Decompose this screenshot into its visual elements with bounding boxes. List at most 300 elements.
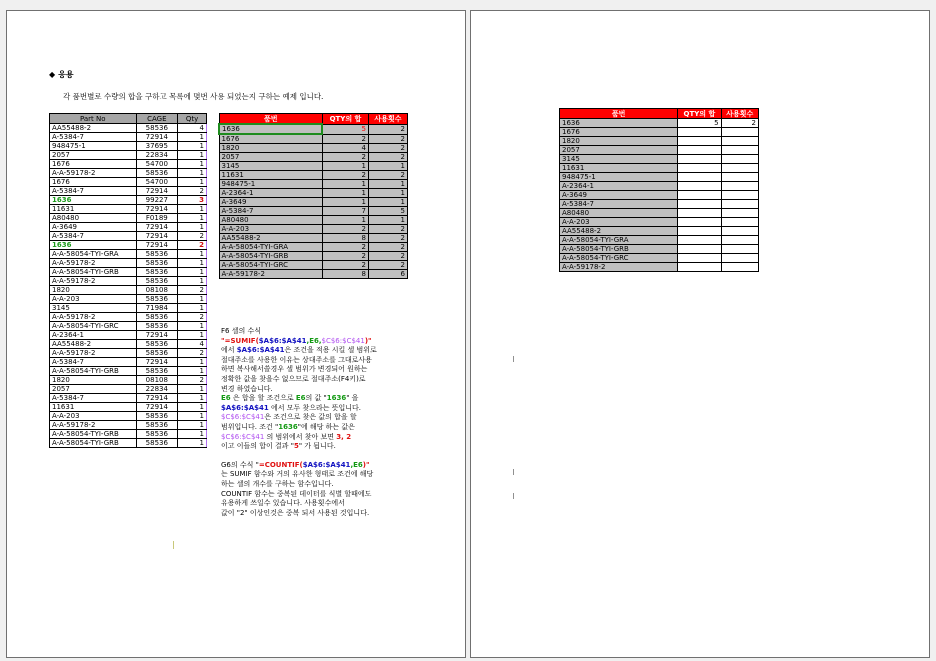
header-use-count: 사용횟수 [721,109,758,119]
cage-cell[interactable]: 71984 [136,304,178,313]
qty-sum-cell[interactable] [678,209,721,218]
table-row [219,189,408,198]
part-no-cell[interactable]: A-5384-7 [50,394,137,403]
part-name-cell[interactable]: A-5384-7 [219,207,322,216]
part-no-cell[interactable]: A-A-59178-2 [50,277,137,286]
qty-cell[interactable]: 1 [178,367,207,376]
table-row [50,304,207,313]
qty-sum-cell[interactable] [678,218,721,227]
use-count-cell[interactable]: 2 [368,243,407,252]
table-row [50,358,207,367]
use-count-cell[interactable]: 2 [368,134,407,144]
qty-cell[interactable]: 1 [178,304,207,313]
part-no-cell[interactable]: 1636 [50,241,137,250]
note-line: 값이 "2" 이상인것은 중복 되서 사용된 것입니다. [221,508,370,517]
table-row [560,119,759,128]
part-no-cell[interactable]: A-A-59178-2 [50,313,137,322]
cage-cell[interactable]: 99227 [136,196,178,205]
use-count-cell[interactable] [721,137,758,146]
table-row [50,133,207,142]
part-name-cell[interactable]: A-A-58054-TYI-GRB [560,245,678,254]
table-row [560,146,759,155]
part-no-cell[interactable]: AA55488-2 [50,124,137,133]
text-cursor-mark [173,541,174,549]
qty-sum-cell[interactable] [678,164,721,173]
part-no-cell[interactable]: AA55488-2 [50,340,137,349]
qty-cell[interactable]: 1 [178,439,207,448]
part-name-cell[interactable]: 1636 [219,124,322,134]
part-no-cell[interactable]: 2057 [50,385,137,394]
qty-sum-cell[interactable] [678,128,721,137]
cage-cell[interactable]: 58536 [136,250,178,259]
qty-sum-cell[interactable] [678,245,721,254]
part-name-cell[interactable]: A80480 [219,216,322,225]
cage-cell[interactable]: 58536 [136,430,178,439]
use-count-cell[interactable]: 5 [368,207,407,216]
part-name-cell[interactable]: A-A-203 [560,218,678,227]
header-qty: Qty [178,114,207,124]
part-no-cell[interactable]: A-A-58054-TYI-GRB [50,367,137,376]
part-name-cell[interactable]: 948475-1 [219,180,322,189]
qty-cell[interactable]: 1 [178,403,207,412]
qty-cell[interactable]: 1 [178,331,207,340]
part-name-cell[interactable]: 948475-1 [560,173,678,182]
part-name-cell[interactable]: 11631 [219,171,322,180]
header-cage: CAGE [136,114,178,124]
part-name-cell[interactable]: 3145 [560,155,678,164]
cage-cell[interactable]: 72914 [136,241,178,250]
qty-sum-cell[interactable]: 2 [322,252,368,261]
part-name-cell[interactable]: 3145 [219,162,322,171]
qty-sum-cell[interactable]: 1 [322,189,368,198]
qty-cell[interactable]: 1 [178,169,207,178]
table-row [560,254,759,263]
qty-cell[interactable]: 1 [178,160,207,169]
header-part-name: 품번 [560,109,678,119]
qty-cell[interactable]: 2 [178,376,207,385]
part-no-cell[interactable]: A-A-203 [50,412,137,421]
summary-table-header-row [560,109,759,119]
cage-cell[interactable]: 08108 [136,286,178,295]
header-qty-sum: QTY의 합 [678,109,721,119]
cage-cell[interactable]: 58536 [136,322,178,331]
table-row [560,200,759,209]
use-count-cell[interactable]: 2 [721,119,758,128]
qty-sum-cell[interactable]: 2 [322,243,368,252]
part-name-cell[interactable]: AA55488-2 [219,234,322,243]
table-row [560,236,759,245]
part-no-cell[interactable]: 2057 [50,151,137,160]
part-no-cell[interactable]: A-3649 [50,223,137,232]
cage-cell[interactable]: 58536 [136,340,178,349]
table-row [560,218,759,227]
qty-cell[interactable]: 1 [178,223,207,232]
table-row [50,223,207,232]
cage-cell[interactable]: 37695 [136,142,178,151]
qty-sum-cell[interactable] [678,200,721,209]
table-row [50,331,207,340]
cage-cell[interactable]: 58536 [136,349,178,358]
cage-cell[interactable]: 72914 [136,232,178,241]
qty-cell[interactable]: 1 [178,358,207,367]
part-name-cell[interactable]: A-A-203 [219,225,322,234]
qty-sum-cell[interactable]: 2 [322,134,368,144]
table-row [219,225,408,234]
table-row [219,171,408,180]
cage-cell[interactable]: 58536 [136,277,178,286]
use-count-cell[interactable]: 2 [368,144,407,153]
f6-title: F6 셀의 수식 [221,327,261,335]
summary-table-body [560,119,759,272]
qty-cell[interactable]: 1 [178,205,207,214]
qty-sum-cell[interactable]: 7 [322,207,368,216]
intro-text: 각 품번별로 수량의 합을 구하고 목록에 몇번 사용 되었는지 구하는 예제 입니다. [63,92,324,101]
table-row [219,134,408,144]
table-row [50,385,207,394]
part-name-cell[interactable]: 1820 [219,144,322,153]
qty-cell[interactable]: 2 [178,286,207,295]
part-no-cell[interactable]: A-A-203 [50,295,137,304]
use-count-cell[interactable]: 1 [368,198,407,207]
table-row [560,173,759,182]
table-row [560,182,759,191]
use-count-cell[interactable] [721,191,758,200]
part-no-cell[interactable]: A-A-59178-2 [50,349,137,358]
qty-sum-cell[interactable]: 5 [678,119,721,128]
qty-sum-cell[interactable] [678,227,721,236]
qty-cell[interactable]: 2 [178,232,207,241]
part-name-cell[interactable]: AA55488-2 [560,227,678,236]
qty-sum-cell[interactable] [678,182,721,191]
note-line: 정확한 값을 찾을수 없으므로 절대주소(F4키)로 [221,374,366,383]
use-count-cell[interactable] [721,209,758,218]
qty-cell[interactable]: 2 [178,313,207,322]
part-table-header-row [50,114,207,124]
part-name-cell[interactable]: A-A-58054-TYI-GRC [219,261,322,270]
cage-cell[interactable]: 72914 [136,133,178,142]
qty-cell[interactable]: 1 [178,385,207,394]
table-row [50,286,207,295]
qty-sum-cell[interactable]: 2 [322,171,368,180]
part-no-cell[interactable]: A-2364-1 [50,331,137,340]
table-row [219,216,408,225]
qty-sum-cell[interactable] [678,191,721,200]
part-no-cell[interactable]: A-5384-7 [50,358,137,367]
cage-cell[interactable]: 58536 [136,367,178,376]
part-no-cell[interactable]: 1636 [50,196,137,205]
cage-cell[interactable]: 54700 [136,160,178,169]
use-count-cell[interactable]: 2 [368,261,407,270]
part-name-cell[interactable]: A-2364-1 [219,189,322,198]
table-row [219,162,408,171]
note-line: $A$6:$A$41 에서 모두 찾으라는 뜻입니다. [221,403,362,412]
margin-mark [513,469,514,475]
note-line: 범위입니다. 조건 "1636"에 해당 하는 값은 [221,422,355,431]
use-count-cell[interactable]: 2 [368,252,407,261]
part-name-cell[interactable]: 2057 [560,146,678,155]
cage-cell[interactable]: 58536 [136,295,178,304]
summary-table [218,113,408,279]
part-name-cell[interactable]: A-A-58054-TYI-GRB [219,252,322,261]
note-line: 변경 하였습니다. [221,384,273,393]
table-row [219,144,408,153]
part-name-cell[interactable]: A80480 [560,209,678,218]
note-line: 는 SUMIF 함수와 거의 유사한 형태로 조건에 해당 [221,470,374,479]
cage-cell[interactable]: 58536 [136,439,178,448]
part-name-cell[interactable]: 1636 [560,119,678,128]
table-row [50,169,207,178]
qty-sum-cell[interactable]: 4 [322,144,368,153]
table-row [219,198,408,207]
use-count-cell[interactable]: 2 [368,124,407,134]
qty-cell[interactable]: 1 [178,277,207,286]
part-name-cell[interactable]: A-3649 [219,198,322,207]
note-line: 절대주소를 사용한 이유는 상대주소를 그대로사용 [221,355,372,364]
qty-sum-cell[interactable] [678,263,721,272]
cage-cell[interactable]: 72914 [136,205,178,214]
summary-table-body [219,124,408,279]
table-row [50,313,207,322]
part-name-cell[interactable]: 1820 [560,137,678,146]
table-row [50,250,207,259]
part-no-cell[interactable]: A-5384-7 [50,232,137,241]
part-name-cell[interactable]: A-A-58054-TYI-GRC [560,254,678,263]
table-row [219,207,408,216]
qty-cell[interactable]: 1 [178,412,207,421]
part-no-cell[interactable]: A-A-58054-TYI-GRB [50,268,137,277]
table-row [560,137,759,146]
part-name-cell[interactable]: 11631 [560,164,678,173]
use-count-cell[interactable] [721,128,758,137]
table-row [219,234,408,243]
use-count-cell[interactable] [721,173,758,182]
qty-sum-cell[interactable] [678,146,721,155]
part-no-cell[interactable]: A-A-59178-2 [50,169,137,178]
cage-cell[interactable]: 58536 [136,421,178,430]
use-count-cell[interactable] [721,245,758,254]
part-no-cell[interactable]: 1676 [50,178,137,187]
table-row [50,340,207,349]
qty-sum-cell[interactable] [678,155,721,164]
cage-cell[interactable]: 22834 [136,151,178,160]
part-no-cell[interactable]: A-5384-7 [50,187,137,196]
use-count-cell[interactable] [721,236,758,245]
use-count-cell[interactable] [721,218,758,227]
table-row [50,367,207,376]
table-row [50,403,207,412]
qty-cell[interactable]: 1 [178,133,207,142]
qty-cell[interactable]: 1 [178,268,207,277]
table-row [560,191,759,200]
table-row [50,124,207,133]
table-row [560,164,759,173]
qty-sum-cell[interactable] [678,236,721,245]
qty-cell[interactable]: 1 [178,214,207,223]
cage-cell[interactable]: 72914 [136,331,178,340]
qty-sum-cell[interactable]: 1 [322,180,368,189]
table-row [50,214,207,223]
table-row [50,439,207,448]
table-row [50,430,207,439]
qty-sum-cell[interactable] [678,254,721,263]
part-name-cell[interactable]: A-2364-1 [560,182,678,191]
note-line: $C$6:$C$41 의 범위에서 찾아 보면 3, 2 [221,432,352,441]
qty-cell[interactable]: 1 [178,259,207,268]
part-no-cell[interactable]: A-A-58054-TYI-GRB [50,430,137,439]
header-part-no: Part No [50,114,137,124]
use-count-cell[interactable]: 2 [368,225,407,234]
qty-cell[interactable]: 1 [178,250,207,259]
qty-sum-cell[interactable]: 1 [322,216,368,225]
qty-sum-cell[interactable]: 1 [322,198,368,207]
part-no-cell[interactable]: A-A-58054-TYI-GRA [50,250,137,259]
table-row [50,187,207,196]
qty-cell[interactable]: 2 [178,187,207,196]
part-no-cell[interactable]: 11631 [50,205,137,214]
table-row [50,277,207,286]
use-count-cell[interactable] [721,227,758,236]
qty-cell[interactable]: 1 [178,151,207,160]
formula-notes [221,327,411,518]
table-row [50,196,207,205]
qty-cell[interactable]: 1 [178,295,207,304]
table-row [50,322,207,331]
use-count-cell[interactable]: 2 [368,153,407,162]
qty-cell[interactable]: 2 [178,349,207,358]
qty-cell[interactable]: 1 [178,421,207,430]
qty-cell[interactable]: 4 [178,124,207,133]
part-name-cell[interactable]: A-A-59178-2 [219,270,322,279]
part-no-cell[interactable]: A-5384-7 [50,133,137,142]
part-no-cell[interactable]: 1676 [50,160,137,169]
cage-cell[interactable]: 58536 [136,268,178,277]
part-no-cell[interactable]: A-A-59178-2 [50,421,137,430]
qty-sum-cell[interactable]: 1 [322,162,368,171]
note-line: COUNTIF 함수는 중복된 데이터를 식별 할때에도 [221,489,372,498]
use-count-cell[interactable] [721,146,758,155]
part-name-cell[interactable]: A-5384-7 [560,200,678,209]
note-line: 하면 복사해서쓸경우 셀 범위가 변경되어 원하는 [221,365,368,374]
cage-cell[interactable]: F0189 [136,214,178,223]
table-row [50,178,207,187]
use-count-cell[interactable] [721,254,758,263]
use-count-cell[interactable]: 1 [368,189,407,198]
table-row [219,261,408,270]
cage-cell[interactable]: 72914 [136,223,178,232]
part-no-cell[interactable]: A-A-58054-TYI-GRC [50,322,137,331]
note-line: 이고 이들의 합이 결과 "5" 가 됩니다. [221,442,336,451]
cage-cell[interactable]: 08108 [136,376,178,385]
use-count-cell[interactable]: 2 [368,234,407,243]
part-name-cell[interactable]: A-A-58054-TYI-GRA [219,243,322,252]
qty-sum-cell[interactable]: 5 [322,124,368,134]
cage-cell[interactable]: 22834 [136,385,178,394]
f6-formula: "=SUMIF($A$6:$A$41,E6,$C$6:$C$41)" [221,336,372,345]
qty-cell[interactable]: 1 [178,430,207,439]
qty-cell[interactable]: 1 [178,394,207,403]
table-row [50,394,207,403]
margin-mark [513,356,514,362]
part-no-cell[interactable]: 11631 [50,403,137,412]
table-row [219,180,408,189]
use-count-cell[interactable] [721,164,758,173]
part-no-cell[interactable]: 1820 [50,376,137,385]
note-line: 에서 $A$6:$A$41은 조건을 적용 시킬 셀 범위로 [221,346,377,355]
qty-cell[interactable]: 4 [178,340,207,349]
qty-sum-cell[interactable]: 2 [322,153,368,162]
part-no-cell[interactable]: A-A-59178-2 [50,259,137,268]
use-count-cell[interactable] [721,182,758,191]
use-count-cell[interactable] [721,200,758,209]
cage-cell[interactable]: 72914 [136,358,178,367]
cage-cell[interactable]: 58536 [136,169,178,178]
part-name-cell[interactable]: 2057 [219,153,322,162]
qty-sum-cell[interactable]: 2 [322,261,368,270]
use-count-cell[interactable]: 1 [368,216,407,225]
cage-cell[interactable]: 72914 [136,403,178,412]
part-table-body [50,124,207,448]
table-row [50,142,207,151]
use-count-cell[interactable] [721,263,758,272]
table-row [219,153,408,162]
table-row [560,245,759,254]
header-part-name: 품번 [219,114,322,125]
part-no-cell[interactable]: 3145 [50,304,137,313]
qty-cell[interactable]: 3 [178,196,207,205]
part-no-cell[interactable]: 1820 [50,286,137,295]
use-count-cell[interactable]: 2 [368,171,407,180]
part-name-cell[interactable]: A-3649 [560,191,678,200]
table-row [50,376,207,385]
cage-cell[interactable]: 72914 [136,187,178,196]
part-name-cell[interactable]: A-A-58054-TYI-GRA [560,236,678,245]
table-row [219,243,408,252]
qty-sum-cell[interactable]: 2 [322,225,368,234]
use-count-cell[interactable]: 1 [368,162,407,171]
qty-sum-cell[interactable] [678,173,721,182]
cage-cell[interactable]: 58536 [136,313,178,322]
part-name-cell[interactable]: A-A-59178-2 [560,263,678,272]
table-row [219,124,408,134]
part-name-cell[interactable]: 1676 [219,134,322,144]
qty-sum-cell[interactable]: 8 [322,270,368,279]
cage-cell[interactable]: 58536 [136,412,178,421]
cage-cell[interactable]: 72914 [136,394,178,403]
use-count-cell[interactable]: 6 [368,270,407,279]
qty-cell[interactable]: 2 [178,241,207,250]
part-no-cell[interactable]: 948475-1 [50,142,137,151]
note-line: E6 은 합을 할 조건으로 E6의 값 "1636" 을 [221,394,359,403]
part-no-cell[interactable]: A80480 [50,214,137,223]
cage-cell[interactable]: 58536 [136,124,178,133]
cage-cell[interactable]: 54700 [136,178,178,187]
qty-cell[interactable]: 1 [178,322,207,331]
table-row [50,205,207,214]
table-row [50,241,207,250]
qty-cell[interactable]: 1 [178,142,207,151]
qty-sum-cell[interactable]: 8 [322,234,368,243]
table-row [50,259,207,268]
use-count-cell[interactable]: 1 [368,180,407,189]
use-count-cell[interactable] [721,155,758,164]
qty-cell[interactable]: 1 [178,178,207,187]
summary-table-header-row [219,114,408,125]
cage-cell[interactable]: 58536 [136,259,178,268]
qty-sum-cell[interactable] [678,137,721,146]
table-row [219,252,408,261]
part-name-cell[interactable]: 1676 [560,128,678,137]
part-no-cell[interactable]: A-A-58054-TYI-GRB [50,439,137,448]
